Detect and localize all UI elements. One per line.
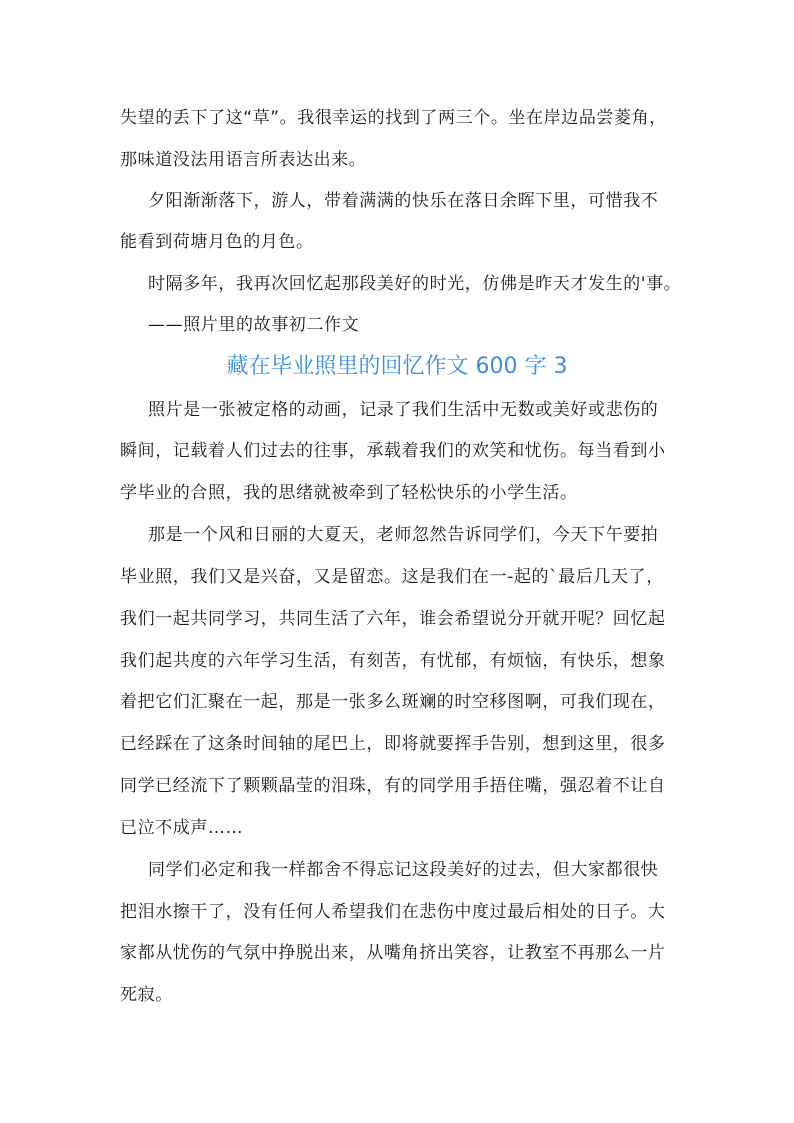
attribution-line: ——照片里的故事初二作文 xyxy=(148,315,360,335)
text-line: 死寂。 xyxy=(120,985,173,1005)
text-line: 我们起共度的六年学习生活，有刻苦，有忧郁，有烦恼，有快乐，想象 xyxy=(120,651,666,671)
text-line: 能看到荷塘月色的月色。 xyxy=(120,232,314,252)
paragraph-start: 同学们必定和我一样都舍不得忘记这段美好的过去，但大家都很快 xyxy=(148,860,659,880)
text-line: 我们一起共同学习，共同生活了六年，谁会希望说分开就开呢？回忆起 xyxy=(120,609,666,629)
section-heading: 藏在毕业照里的回忆作文 600 字 3 xyxy=(226,354,568,379)
paragraph-start: 照片是一张被定格的动画，记录了我们生活中无数或美好或悲伤的 xyxy=(148,400,659,420)
paragraph-start: 那是一个风和日丽的大夏天，老师忽然告诉同学们，今天下午要拍 xyxy=(148,525,659,545)
text-line: 家都从忧伤的气氛中挣脱出来，从嘴角挤出笑容，让教室不再那么一片 xyxy=(120,943,666,963)
text-line: 失望的丢下了这“草”。我很幸运的找到了两三个。坐在岸边品尝菱角， xyxy=(120,108,667,128)
text-line: 学毕业的合照，我的思绪就被牵到了轻松快乐的小学生活。 xyxy=(120,483,578,503)
text-line: 毕业照，我们又是兴奋，又是留恋。这是我们在一-起的`最后几天了， xyxy=(120,567,664,587)
paragraph-start: 时隔多年，我再次回忆起那段美好的时光，仿佛是昨天才发生的'事。 xyxy=(148,274,682,294)
text-line: 瞬间，记载着人们过去的往事，承载着我们的欢笑和忧伤。每当看到小 xyxy=(120,441,666,461)
text-line: 把泪水擦干了，没有任何人希望我们在悲伤中度过最后相处的日子。大 xyxy=(120,902,666,922)
paragraph-start: 夕阳渐渐落下，游人，带着满满的快乐在落日余晖下里，可惜我不 xyxy=(148,191,659,211)
text-line: 那味道没法用语言所表达出来。 xyxy=(120,150,367,170)
text-line: 同学已经流下了颗颗晶莹的泪珠，有的同学用手捂住嘴，强忍着不让自 xyxy=(120,776,666,796)
text-line: 已泣不成声…… xyxy=(120,818,244,838)
text-line: 已经踩在了这条时间轴的尾巴上，即将就要挥手告别，想到这里，很多 xyxy=(120,734,666,754)
text-line: 着把它们汇聚在一起，那是一张多么斑斓的时空移图啊，可我们现在， xyxy=(120,692,666,712)
